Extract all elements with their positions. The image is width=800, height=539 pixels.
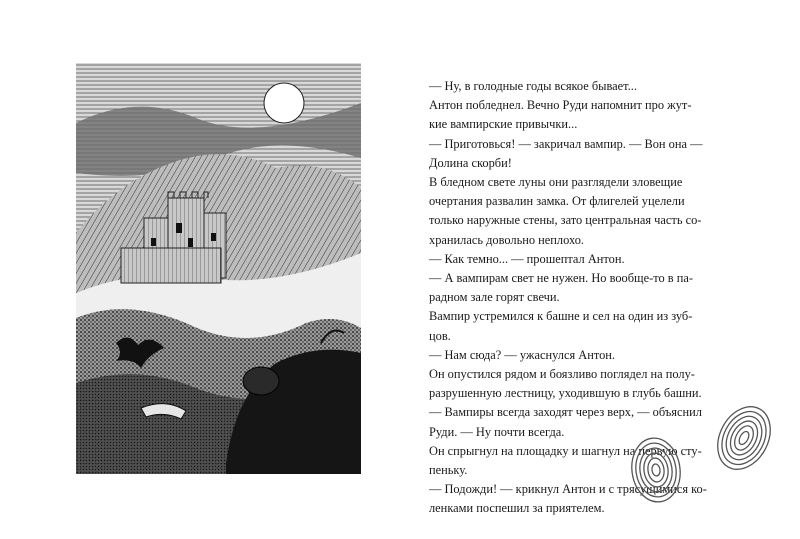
illustration-drawing — [76, 63, 361, 474]
text-line: очертания развалин замка. От флигелей уцелели — [429, 194, 685, 209]
text-line: цов. — [429, 328, 451, 343]
text-line: Руди. — Ну почти всегда. — [429, 424, 565, 439]
text-line: Вампир устремился к башне и сел на один из зуб- — [429, 309, 693, 324]
text-line: Он опустился рядом и боязливо поглядел на полу- — [429, 367, 695, 382]
text-line: — А вампирам свет не нужен. Но вообще-то в па- — [429, 271, 693, 286]
text-line: — Приготовься! — закричал вампир. — Вон она — — [429, 136, 703, 151]
fingerprint-decoration — [618, 396, 800, 506]
text-line: пеньку. — [429, 463, 468, 478]
text-line: В бледном свете луны они разглядели зловещие — [429, 175, 683, 190]
text-line: разрушенную лестницу, уходившую в глубь башни. — [429, 386, 702, 401]
text-line: Долина скорби! — [429, 155, 512, 170]
moon — [264, 83, 304, 123]
text-line: Он спрыгнул на площадку и шагнул на первую сту- — [429, 443, 702, 458]
text-line: кие вампирские привычки... — [429, 117, 578, 132]
text-line: ленками поспешил за приятелем. — [429, 501, 605, 516]
text-line: хранилась довольно неплохо. — [429, 232, 584, 247]
illustration — [76, 63, 361, 474]
text-line: — Подожди! — крикнул Антон и с трясущимися ко- — [429, 482, 707, 497]
text-line: Антон побледнел. Вечно Руди напомнит про жут- — [429, 98, 692, 113]
text-line: — Ну, в голодные годы всякое бывает... — [429, 79, 637, 93]
fingerprint-icon — [618, 396, 800, 506]
text-line: только наружные стены, зато центральная часть со- — [429, 213, 702, 228]
text-line: — Вампиры всегда заходят через верх, — объяснил — [429, 405, 702, 420]
text-line: радном зале горят свечи. — [429, 290, 560, 305]
text-line: — Как темно... — прошептал Антон. — [429, 251, 625, 266]
text-line: — Нам сюда? — ужаснулся Антон. — [429, 347, 615, 362]
